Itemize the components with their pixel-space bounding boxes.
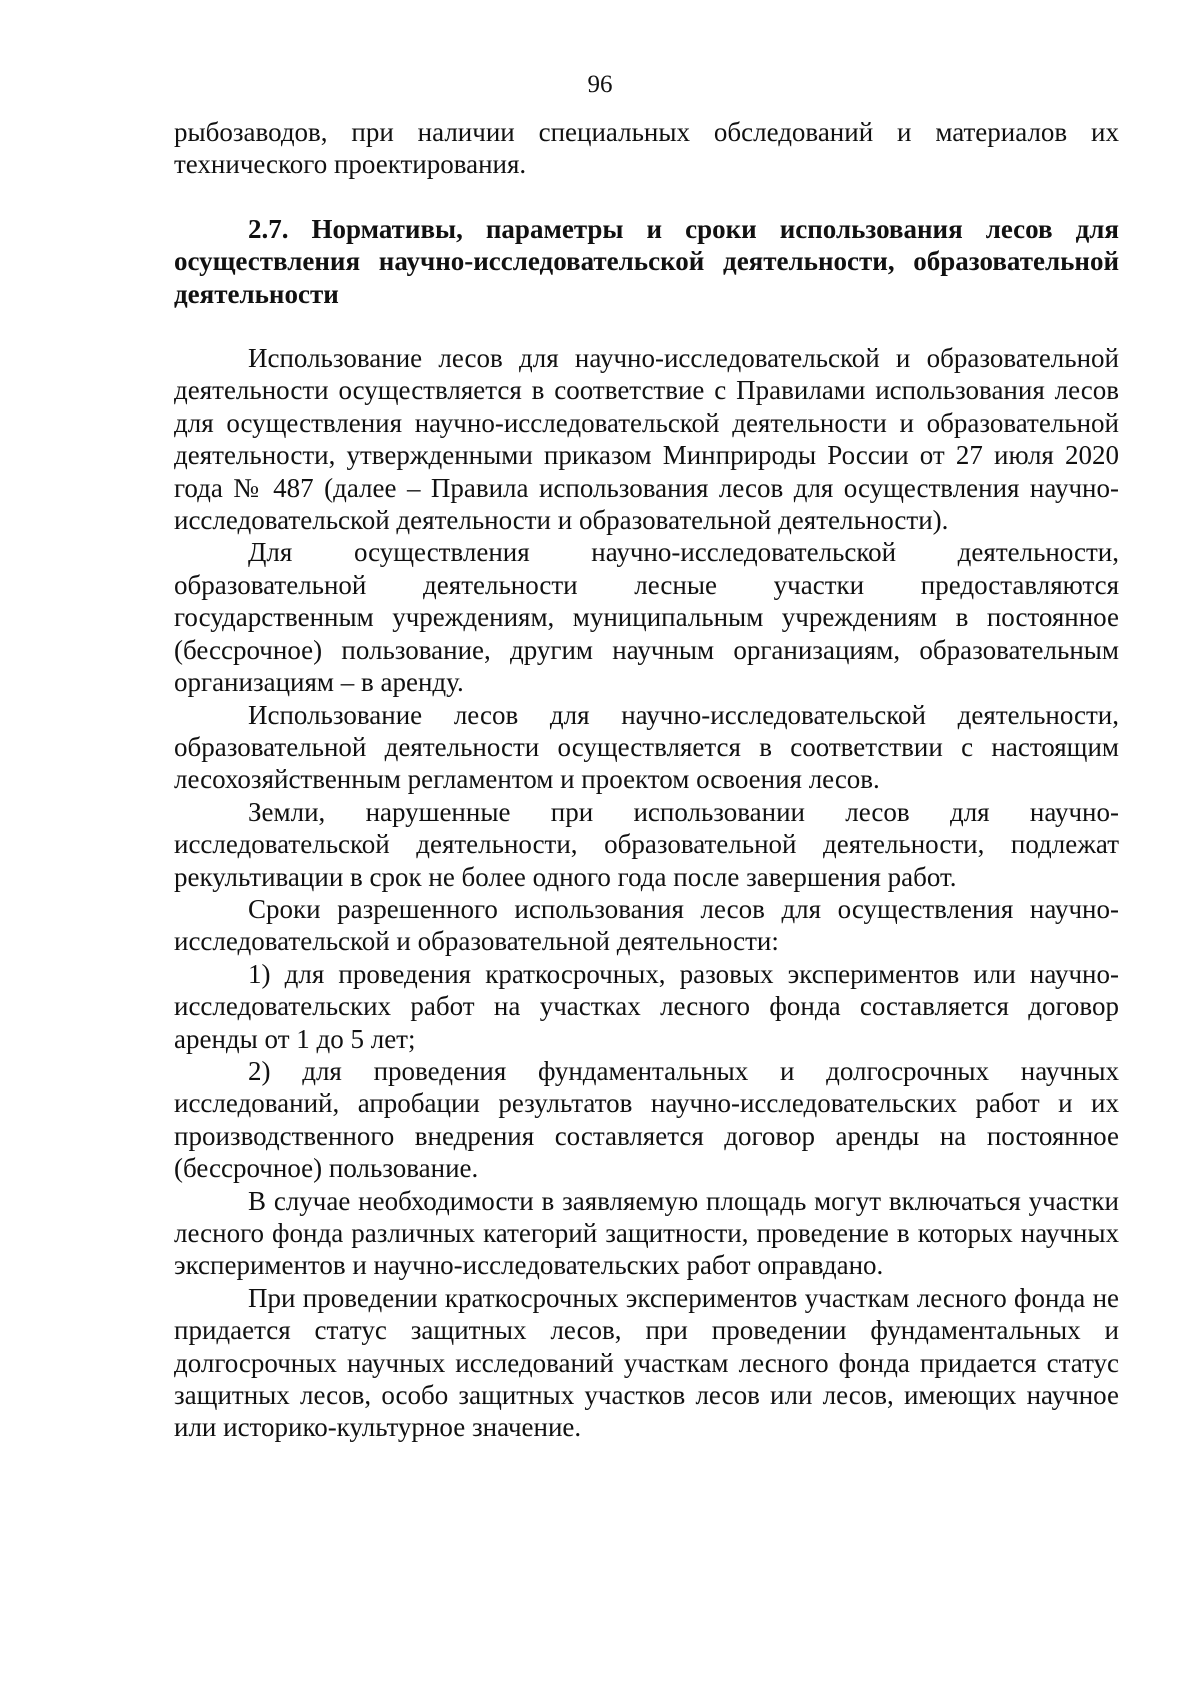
paragraph-7: При проведении краткосрочных экспериментов участкам лесного фонда не придается статус защитных лесов, при проведении фундаментальных и долгосрочных научных исследований участкам лесного фонда придается статус защитных лесов, особо защитных участков лесов или лесов, имеющих научное или историко-культурное значение. bbox=[174, 1282, 1119, 1443]
continuation-paragraph: рыбозаводов, при наличии специальных обследований и материалов их технического проектирования. bbox=[174, 117, 1119, 180]
list-item-2: 2) для проведения фундаментальных и долгосрочных научных исследований, апробации результатов научно-исследовательских работ и их производственного внедрения составляется договор аренды на постоянное (бессрочное) пользование. bbox=[174, 1055, 1119, 1184]
paragraph-4: Земли, нарушенные при использовании лесов для научно-исследовательской деятельности, образовательной деятельности, подлежат рекультивации в срок не более одного года после завершения работ. bbox=[174, 796, 1119, 892]
document-body bbox=[174, 116, 1119, 1444]
paragraph-3: Использование лесов для научно-исследовательской деятельности, образовательной деятельности осуществляется в соответствии с настоящим лесохозяйственным регламентом и проектом освоения лесов. bbox=[174, 699, 1119, 795]
paragraph-5: Сроки разрешенного использования лесов для осуществления научно-исследовательской и образовательной деятельности: bbox=[174, 893, 1119, 957]
paragraph-1: Использование лесов для научно-исследовательской и образовательной деятельности осуществляется в соответствие с Правилами использования лесов для осуществления научно-исследовательской деятельности и образовательной деятельности, утвержденными приказом Минприроды России от 27 июля 2020 года № 487 (далее – Правила использования лесов для осуществления научно-исследовательской деятельности и образовательной деятельности). bbox=[174, 343, 1119, 536]
section-heading: 2.7. Нормативы, параметры и сроки использования лесов для осуществления научно-исследовательской деятельности, образовательной деятельности bbox=[174, 213, 1119, 309]
paragraph-6: В случае необходимости в заявляемую площадь могут включаться участки лесного фонда различных категорий защитности, проведение в которых научных экспериментов и научно-исследовательских работ оправдано. bbox=[174, 1185, 1119, 1281]
list-item-1: 1) для проведения краткосрочных, разовых экспериментов или научно-исследовательских работ на участках лесного фонда составляется договор аренды от 1 до 5 лет; bbox=[174, 958, 1119, 1054]
paragraph-2: Для осуществления научно-исследовательской деятельности, образовательной деятельности лесные участки предоставляются государственным учреждениям, муниципальным учреждениям в постоянное (бессрочное) пользование, другим научным организациям, образовательным организациям – в аренду. bbox=[174, 537, 1119, 698]
page-number: 96 bbox=[587, 71, 613, 98]
